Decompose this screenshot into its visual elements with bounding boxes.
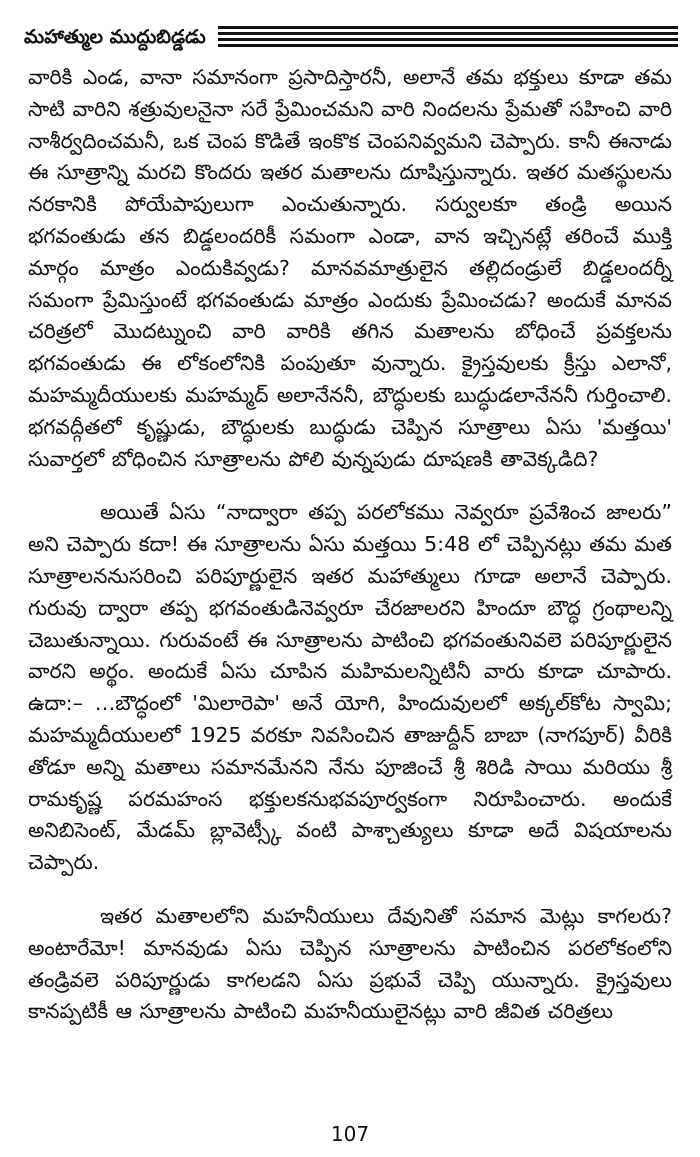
page-number: 107 [330,1122,370,1146]
paragraph: వారికి ఎండ, వానా సమానంగా ప్రసాదిస్తారనీ, అలానే తమ భక్తులు కూడా తమ సాటి వారిని శత్రువులనైనా సరే ప్రేమించమని వారి నిందలను ప్రేమతో సహించి వారి నాశీర్వదించమనీ, ఒక చెంప కొడితే ఇంకొక చెంపనివ్వమని చెప్పారు. కానీ ఈనాడు ఈ సూత్రాన్ని మరచి కొందరు ఇతర మతాలను దూషిస్తున్నారు. ఇతర మతస్థులను నరకానికి పోయేపాపులుగా ఎంచుతున్నారు. సర్వులకూ తండ్రి అయిన భగవంతుడు తన బిడ్డలందరికీ సమంగా ఎండా, వాన ఇచ్చినట్లే తరించే ముక్తి మార్గం మాత్రం ఎందుకివ్వడు? మానవమాత్రులైన తల్లిదండ్రులే బిడ్డలందర్నీ సమంగా ప్రేమిస్తుంటే భగవంతుడు మాత్రం ఎందుకు ప్రేమించడు? అందుకే మానవ చరిత్రలో మొదట్నుంచి వారి వారికి తగిన మతాలను బోధించే ప్రవక్తలను భగవంతుడు ఈ లోకంలోనికి పంపుతూ వున్నారు. క్రైస్తవులకు క్రీస్తు ఎలానో, మహమ్మదీయులకు మహమ్మద్ అలానేననీ, బౌద్ధులకు బుద్ధుడలానేననీ గుర్తించాలి. భగవద్గీతలో కృష్ణుడు, బౌద్ధులకు బుద్ధుడు చెప్పిన సూత్రాలు ఏసు 'మత్తయి' సువార్తలో బోధించిన సూత్రాలను పోలి వున్నపుడు దూషణకి తావెక్కడిది? [28,65,672,471]
header-rule [218,44,678,47]
paragraph: ఇతర మతాలలోని మహనీయులు దేవునితో సమాన మెట్లు కాగలరు? అంటారేమో! మానవుడు ఏసు చెప్పిన సూత్రాలను పాటించిన పరలోకంలోని తండ్రివలె పరిపూర్ణుడు కాగలడని ఏసు ప్రభువే చెప్పి యున్నారు. క్రైస్తవులు కానప్పటికీ ఆ సూత్రాలను పాటించి మహనీయులైనట్లు వారి జీవిత చరిత్రలు [28,903,672,1024]
paragraph: అయితే ఏసు “నాద్వారా తప్ప పరలోకము నెవ్వరూ ప్రవేశించ జాలరు” అని చెప్పారు కదా! ఈ సూత్రాలను ఏసు మత్తయి 5:48 లో చెప్పినట్లు తమ మత సూత్రాలననుసరించి పరిపూర్ణులైన ఇతర మహాత్ములు గూడా అలానే చెప్పారు. గురువు ద్వారా తప్ప భగవంతుడినెవ్వరూ చేరజాలరని హిందూ బౌద్ధ గ్రంథాలన్ని చెబుతున్నాయి. గురువంటే ఈ సూత్రాలను పాటించి భగవంతునివలె పరిపూర్ణులైన వారని అర్థం. అందుకే ఏసు చూపిన మహిమలన్నిటినీ వారు కూడా చూపారు. ఉదా:– …బౌద్ధంలో 'మిలారెపా' అనే యోగి, హిందువులలో అక్కల్‌కోట స్వామి; మహమ్మదీయులలో 1925 వరకూ నివసించిన తాజుద్దీన్ బాబా (నాగపూర్) వీరికి తోడూ అన్ని మతాలు సమానమేనని నేను పూజించే శ్రీ శిరిడి సాయి మరియు శ్రీ రామకృష్ణ పరమహంస భక్తులకనుభవపూర్వకంగా నిరూపించారు. అందుకే అనిబిసెంట్, మేడమ్ బ్లావెట్స్కీ వంటి పాశ్చాత్యులు కూడా అదే విషయాలను చెప్పారు. [28,500,672,875]
paragraph-spacer [28,475,672,497]
header-rule [218,26,678,29]
header-rule [218,38,678,41]
paragraph-spacer [28,879,672,901]
running-header-title: మహాత్ముల ముద్దుబిడ్డడు [24,26,206,48]
header-rule [218,32,678,35]
body-text [28,62,672,1028]
header-rule-lines [218,26,678,50]
running-header [22,20,678,58]
